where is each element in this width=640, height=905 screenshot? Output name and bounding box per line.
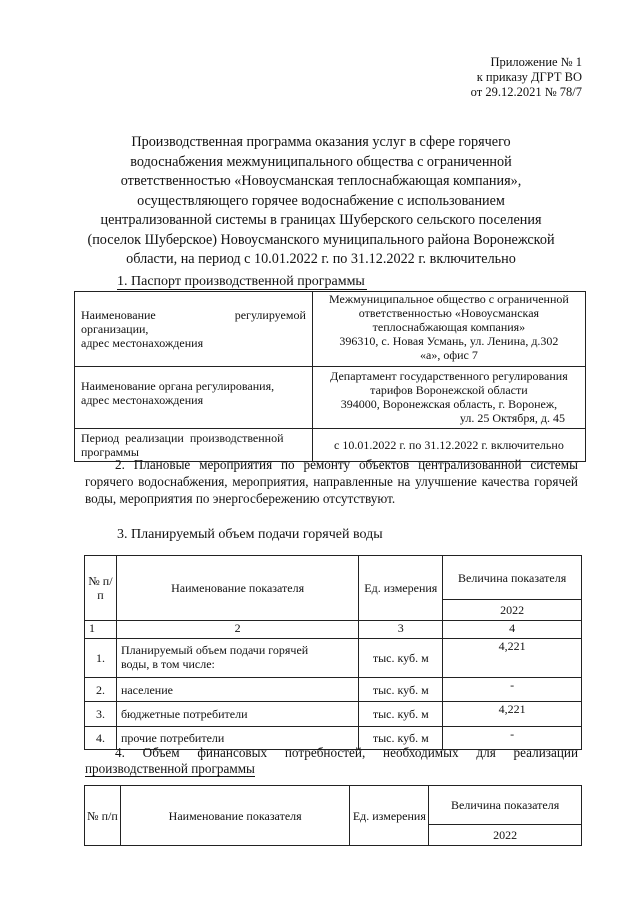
passport-label-cell [75, 367, 313, 429]
title-line: централизованной системы в границах Шуберского сельского поселения [100, 212, 542, 228]
value-text: Департамент государственного регулирования [330, 369, 568, 383]
passport-label-cell [75, 292, 313, 367]
label-text: адрес местонахождения [81, 336, 204, 350]
row-unit: тыс. куб. м [359, 639, 443, 678]
row-name-line: воды, в том числе: [120, 657, 215, 671]
section-1-heading [117, 274, 367, 290]
section-2-paragraph: 2. Плановые мероприятия по ремонту объектов централизованной системы горячего водоснабжения, мероприятия, направленные на улучшение качества горячей воды, мероприятия по энергосбережению отсутствуют. [85, 457, 578, 506]
section-4-heading [85, 745, 578, 777]
section-4-heading-line-1: 4. Объем финансовых потребностей, необходимых для реализации [115, 745, 578, 760]
value-text: 394000, Воронежская область, г. Воронеж, [340, 397, 558, 411]
table-header-row [85, 556, 582, 600]
table-row [75, 367, 586, 429]
row-name: бюджетные потребители [116, 702, 358, 727]
value-text: ответственностью «Новоусманская [358, 306, 540, 320]
row-unit: тыс. куб. м [359, 702, 443, 727]
header-value: Величина показателя [429, 786, 582, 825]
header-unit: Ед. измерения [359, 556, 443, 621]
header-name: Наименование показателя [120, 786, 349, 846]
header-year: 2022 [443, 600, 582, 621]
title-line: ответственностью «Новоусманская теплоснабжающая компания», [120, 173, 522, 189]
header-name: Наименование показателя [116, 556, 358, 621]
header-unit: Ед. измерения [350, 786, 429, 846]
label-text: Период реализации производственной [81, 431, 284, 445]
value-text: ул. 25 Октября, д. 45 [459, 411, 565, 425]
table-header-row [85, 786, 582, 825]
header-num: № п/п [85, 556, 117, 621]
row-value: - [443, 678, 582, 702]
appendix-line-1: Приложение № 1 [490, 55, 582, 69]
row-name-line: Планируемый объем подачи горячей [120, 643, 309, 657]
value-text: «а», офис 7 [420, 348, 478, 362]
header-value: Величина показателя [443, 556, 582, 600]
table-row [85, 702, 582, 727]
label-text: программы [81, 445, 139, 459]
row-unit: тыс. куб. м [359, 678, 443, 702]
column-number-row [85, 621, 582, 639]
row-name: население [116, 678, 358, 702]
value-text: тарифов Воронежской области [370, 383, 528, 397]
hot-water-volume-table [84, 555, 582, 750]
row-name: прочие потребители [116, 727, 358, 750]
passport-value-cell [312, 367, 585, 429]
title-line: осуществляющего горячее водоснабжение с использованием [137, 192, 505, 209]
section-2-text [85, 456, 578, 507]
column-number: 2 [116, 621, 358, 639]
appendix-reference [471, 55, 582, 100]
row-value: 4,221 [443, 702, 582, 727]
label-text: регулируемой [234, 308, 306, 322]
value-text: с 10.01.2022 г. по 31.12.2022 г. включительно [334, 438, 564, 452]
row-name [116, 639, 358, 678]
column-number: 4 [443, 621, 582, 639]
row-num: 2. [85, 678, 117, 702]
row-value: - [443, 727, 582, 750]
row-unit: тыс. куб. м [359, 727, 443, 750]
title-line: (поселок Шуберское) Новоусманского муниципального района Воронежской [87, 231, 555, 248]
row-value: 4,221 [443, 639, 582, 678]
appendix-line-2: к приказу ДГРТ ВО [476, 70, 582, 84]
label-text: адрес местонахождения [81, 393, 204, 407]
title-line: Производственная программа оказания услуг в сфере горячего [131, 134, 511, 150]
column-number: 1 [85, 621, 117, 639]
section-1-heading-text: 1. Паспорт производственной программы [117, 274, 365, 289]
passport-table [74, 291, 586, 462]
value-text: 396310, с. Новая Усмань, ул. Ленина, д.302 [339, 334, 559, 348]
section-3-heading: 3. Планируемый объем подачи горячей воды [117, 527, 383, 542]
value-text: теплоснабжающая компания» [372, 320, 526, 334]
row-num: 1. [85, 639, 117, 678]
value-text: Межмуниципальное общество с ограниченной [329, 292, 569, 306]
section-4-heading-line-2-text: производственной программы [85, 761, 255, 776]
title-line: водоснабжения межмуниципального общества с ограниченной [130, 153, 512, 170]
document-title [60, 133, 582, 270]
label-text: организации, [81, 322, 149, 336]
column-number: 3 [359, 621, 443, 639]
financial-needs-table [84, 785, 582, 846]
table-row [85, 678, 582, 702]
title-line: области, на период с 10.01.2022 г. по 31.12.2022 г. включительно [126, 251, 516, 267]
row-num: 4. [85, 727, 117, 750]
row-num: 3. [85, 702, 117, 727]
appendix-line-3: от 29.12.2021 № 78/7 [470, 85, 582, 99]
table-row [85, 639, 582, 678]
header-num: № п/п [85, 786, 121, 846]
passport-value-cell [312, 292, 585, 367]
table-row [75, 292, 586, 367]
label-text: Наименование органа регулирования, [81, 379, 275, 393]
section-4-heading-line-2 [85, 761, 578, 777]
label-text: Наименование [81, 308, 156, 322]
header-year: 2022 [429, 825, 582, 846]
